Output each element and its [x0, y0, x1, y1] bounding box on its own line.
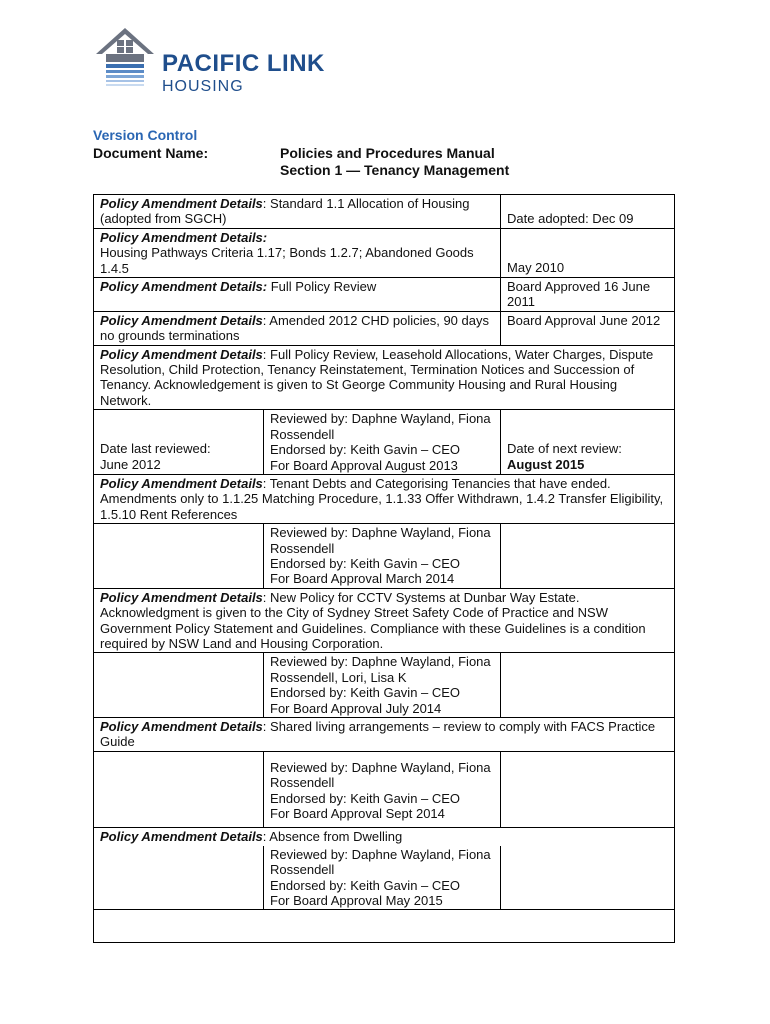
last-reviewed-cell	[94, 410, 264, 475]
endorsed-by: Endorsed by: Keith Gavin – CEO	[270, 442, 461, 458]
amendment-text: : Shared living arrangements – review to comply with FACS Practice Guide	[100, 719, 656, 750]
reviewed-by: Reviewed by: Daphne Wayland, Fiona Rossendell, Lori, Lisa K	[270, 654, 491, 685]
reviewed-by: Reviewed by: Daphne Wayland, Fiona Rossendell	[270, 525, 491, 556]
amendment-label: Policy Amendment Details:	[100, 229, 268, 245]
next-review-label: Date of next review:	[507, 441, 622, 457]
empty-cell	[501, 524, 675, 589]
amendment-text: : Amended 2012 CHD policies, 90 days no grounds terminations	[100, 312, 489, 344]
review-cell	[264, 846, 501, 910]
document-name-line1: Policies and Procedures Manual	[280, 145, 495, 161]
table-row	[94, 195, 675, 229]
table-row	[94, 524, 675, 589]
table-row	[94, 846, 675, 910]
reviewed-by: Reviewed by: Daphne Wayland, Fiona Rossendell	[270, 846, 491, 878]
board-approval: For Board Approval August 2013	[270, 457, 458, 473]
table-row	[94, 474, 675, 523]
table-row	[94, 910, 675, 943]
pacific-link-logo	[92, 24, 352, 100]
next-review-cell	[501, 410, 675, 475]
next-review-date: August 2015	[507, 456, 585, 472]
endorsed-by: Endorsed by: Keith Gavin – CEO	[270, 790, 461, 806]
amendment-cell	[94, 228, 501, 277]
amendment-text: : Standard 1.1 Allocation of Housing (adopted from SGCH)	[100, 196, 470, 227]
board-approval: For Board Approval March 2014	[270, 571, 455, 587]
amendment-date: Board Approved 16 June 2011	[507, 279, 651, 310]
table-row	[94, 228, 675, 277]
review-cell	[264, 410, 501, 475]
amendment-text: : Absence from Dwelling	[262, 829, 403, 845]
table-row	[94, 410, 675, 475]
date-cell	[501, 228, 675, 277]
table-row	[94, 751, 675, 828]
last-reviewed-date: June 2012	[100, 456, 161, 472]
amendment-cell	[94, 311, 501, 345]
amendment-label: Policy Amendment Details	[100, 346, 263, 362]
table-row	[94, 653, 675, 718]
empty-cell	[94, 524, 264, 589]
amendment-cell	[94, 588, 675, 653]
amendment-cell	[94, 195, 501, 229]
amendment-label: Policy Amendment Details	[100, 829, 263, 845]
table-row	[94, 278, 675, 312]
amendment-label: Policy Amendment Details	[100, 475, 263, 491]
reviewed-by: Reviewed by: Daphne Wayland, Fiona Rossendell	[270, 411, 491, 442]
amendment-label: Policy Amendment Details:	[100, 279, 268, 295]
amendment-label: Policy Amendment Details	[100, 196, 263, 211]
amendment-text: Full Policy Review	[267, 279, 377, 295]
date-cell	[501, 278, 675, 312]
date-adopted: Date adopted: Dec 09	[507, 211, 634, 226]
amendment-cell	[94, 828, 675, 846]
house-logo-icon	[92, 24, 158, 100]
amendment-label: Policy Amendment Details	[100, 719, 263, 734]
review-cell	[264, 751, 501, 828]
document-name-value	[280, 145, 509, 179]
version-control-heading: Version Control	[93, 127, 198, 143]
date-cell	[501, 195, 675, 229]
endorsed-by: Endorsed by: Keith Gavin – CEO	[270, 685, 461, 701]
last-reviewed-label: Date last reviewed:	[100, 441, 211, 457]
empty-cell	[94, 751, 264, 828]
table-row	[94, 311, 675, 345]
endorsed-by: Endorsed by: Keith Gavin – CEO	[270, 555, 461, 571]
empty-cell	[94, 653, 264, 718]
empty-cell	[501, 653, 675, 718]
logo-subtitle: HOUSING	[162, 78, 244, 95]
empty-cell	[501, 751, 675, 828]
table-row	[94, 828, 675, 846]
board-approval: For Board Approval Sept 2014	[270, 806, 445, 822]
logo-name: PACIFIC LINK	[162, 50, 325, 77]
date-cell	[501, 311, 675, 345]
amendment-label: Policy Amendment Details	[100, 589, 263, 605]
amendment-cell	[94, 718, 675, 752]
amendment-date: Board Approval June 2012	[507, 312, 661, 328]
amendment-date: May 2010	[507, 259, 565, 275]
amendment-cell	[94, 345, 675, 410]
amendment-label: Policy Amendment Details	[100, 312, 263, 328]
table-row	[94, 345, 675, 410]
reviewed-by: Reviewed by: Daphne Wayland, Fiona Rossendell	[270, 759, 491, 791]
amendment-text: : Tenant Debts and Categorising Tenancies that have ended. Amendments only to 1.1.25 Matching Procedure, 1.1.33 Offer Withdrawn, 1.4.2 Transfer Eligibility, 1.5.10 Rent References	[100, 475, 664, 522]
empty-cell	[94, 846, 264, 910]
empty-cell	[94, 910, 675, 943]
empty-cell	[501, 846, 675, 910]
board-approval: For Board Approval May 2015	[270, 893, 443, 909]
table-row	[94, 718, 675, 752]
review-cell	[264, 653, 501, 718]
amendment-text: : New Policy for CCTV Systems at Dunbar Way Estate. Acknowledgment is given to the City of Sydney Street Safety Code of Practice and NSW Government Policy Statement and Guidelines. Compliance with these Guidelines is a condition required by NSW Land and Housing Corporation.	[100, 589, 646, 651]
document-name-label: Document Name:	[93, 145, 209, 161]
endorsed-by: Endorsed by: Keith Gavin – CEO	[270, 877, 461, 893]
amendment-cell	[94, 278, 501, 312]
document-name-line2: Section 1 — Tenancy Management	[280, 162, 510, 178]
review-cell	[264, 524, 501, 589]
amendment-table	[93, 194, 675, 943]
amendment-cell	[94, 474, 675, 523]
amendment-text: : Full Policy Review, Leasehold Allocations, Water Charges, Dispute Resolution, Child Protection, Tenancy Reinstatement, Termination Notices and Succession of Tenancy. Acknowledgement is given to St George Community Housing and Rural Housing Network.	[100, 346, 654, 408]
board-approval: For Board Approval July 2014	[270, 700, 442, 716]
amendment-text: Housing Pathways Criteria 1.17; Bonds 1.2.7; Abandoned Goods 1.4.5	[100, 245, 474, 276]
table-row	[94, 588, 675, 653]
